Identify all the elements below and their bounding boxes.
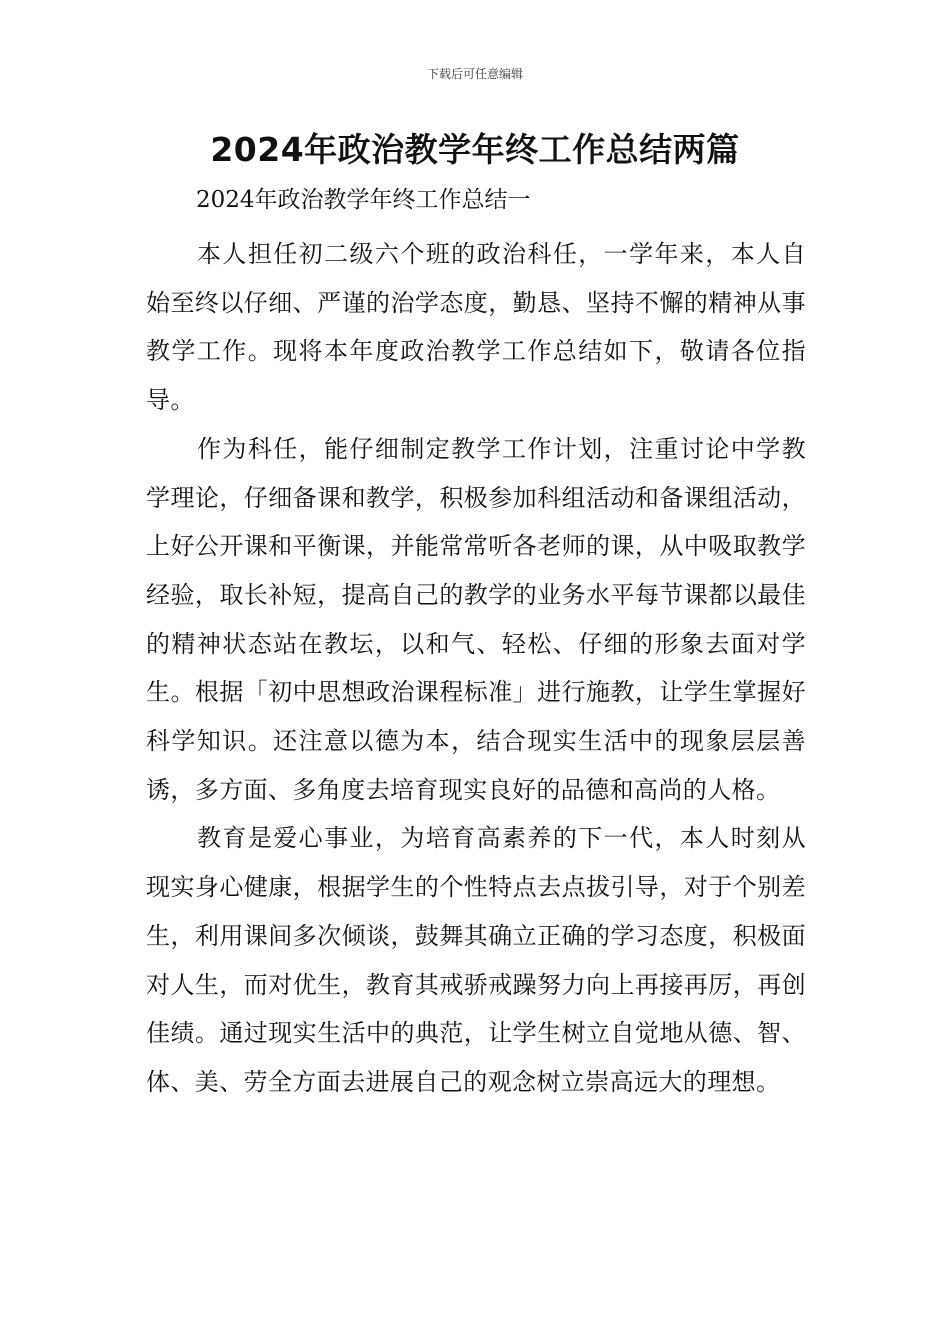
section-subtitle: 2024年政治教学年终工作总结一 bbox=[196, 187, 531, 213]
paragraph-1: 本人担任初二级六个班的政治科任，一学年来，本人自始至终以仔细、严谨的治学态度，勤恳、坚持不懈的精神从事教学工作。现将本年度政治教学工作总结如下，敬请各位指导。 bbox=[146, 240, 806, 415]
paragraph-3: 教育是爱心事业，为培育高素养的下一代，本人时刻从现实身心健康，根据学生的个性特点去点拔引导，对于个别差生，利用课间多次倾谈，鼓舞其确立正确的学习态度，积极面对人生，而对优生，教育其戒骄戒躁努力向上再接再厉，再创佳绩。通过现实生活中的典范，让学生树立自觉地从德、智、体、美、劳全方面去进展自己的观念树立崇高远大的理想。 bbox=[146, 824, 806, 1096]
paragraph-2: 作为科任，能仔细制定教学工作计划，注重讨论中学教学理论，仔细备课和教学，积极参加科组活动和备课组活动，上好公开课和平衡课，并能常常听各老师的课，从中吸取教学经验，取长补短，提高自己的教学的业务水平每节课都以最佳的精神状态站在教坛，以和气、轻松、仔细的形象去面对学生。根据「初中思想政治课程标准」进行施教，让学生掌握好科学知识。还注意以德为本，结合现实生活中的现象层层善诱，多方面、多角度去培育现实良好的品德和高尚的人格。 bbox=[146, 434, 806, 804]
header-note: 下载后可任意编辑 bbox=[426, 67, 523, 81]
document-body bbox=[146, 230, 806, 1107]
document-title: 2024年政治教学年终工作总结两篇 bbox=[210, 130, 740, 169]
